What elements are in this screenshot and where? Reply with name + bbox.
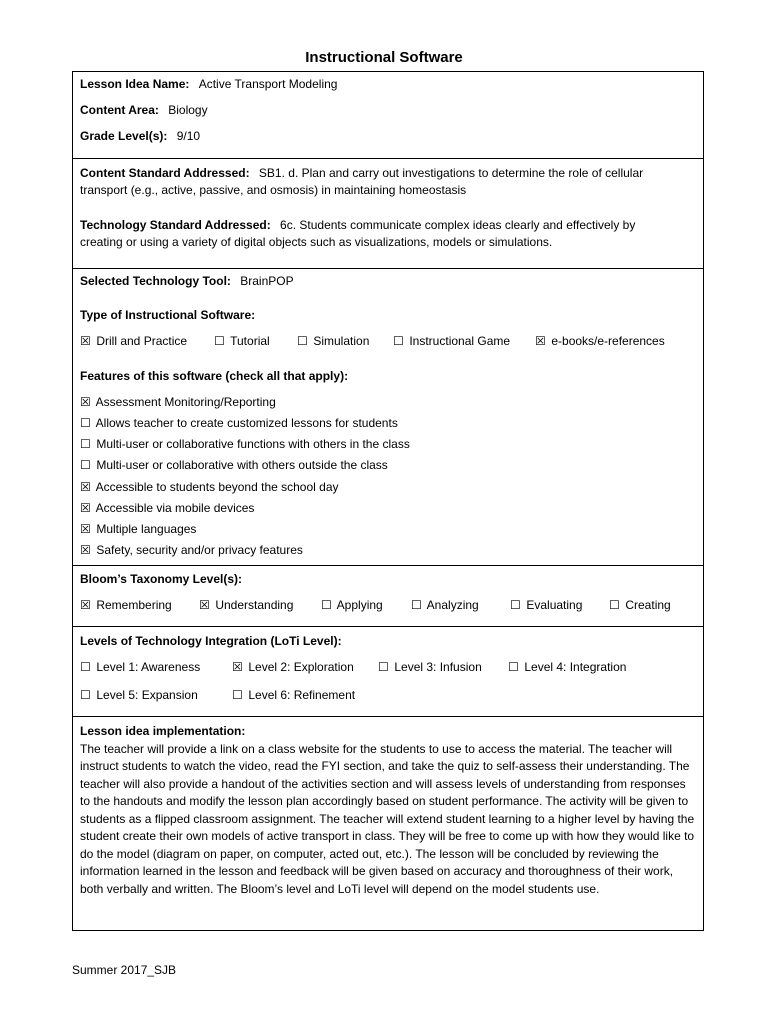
unchecked-box-icon: ☐ — [321, 598, 332, 612]
implementation-heading: Lesson idea implementation: — [80, 724, 246, 738]
unchecked-box-icon: ☐ — [80, 437, 91, 451]
feature-option[interactable]: ☐ Allows teacher to create customized lessons for students — [80, 416, 398, 430]
feature-option[interactable]: ☐ Multi-user or collaborative functions with others in the class — [80, 437, 410, 451]
unchecked-box-icon: ☐ — [80, 660, 91, 674]
feature-option[interactable]: ☒ Multiple languages — [80, 522, 197, 536]
loti-heading: Levels of Technology Integration (LoTi Level): — [80, 634, 342, 648]
feature-option[interactable]: ☐ Multi-user or collaborative with others outside the class — [80, 458, 388, 472]
unchecked-box-icon: ☐ — [80, 458, 91, 472]
unchecked-box-icon: ☐ — [609, 598, 620, 612]
loti-option-level5[interactable]: ☐ Level 5: Expansion — [80, 688, 198, 702]
tool-value: BrainPOP — [240, 274, 294, 288]
blooms-option-understanding[interactable]: ☒ Understanding — [199, 598, 294, 612]
footer-note: Summer 2017_SJB — [72, 963, 177, 977]
loti-section — [73, 627, 703, 717]
content-standard-text: SB1. d. Plan and carry out investigations to determine the role of cellular — [258, 166, 644, 180]
lesson-name-value: Active Transport Modeling — [198, 77, 338, 91]
lesson-info-section — [73, 72, 703, 159]
blooms-option-remembering[interactable]: ☒ Remembering — [80, 598, 172, 612]
tool-row — [80, 274, 294, 288]
unchecked-box-icon: ☐ — [411, 598, 422, 612]
blooms-section — [73, 566, 703, 627]
loti-option-level6[interactable]: ☐ Level 6: Refinement — [232, 688, 356, 702]
checked-box-icon: ☒ — [80, 598, 91, 612]
content-area-value: Biology — [168, 103, 208, 117]
feature-option[interactable]: ☒ Accessible via mobile devices — [80, 501, 255, 515]
content-area-row — [80, 103, 208, 117]
blooms-option-evaluating[interactable]: ☐ Evaluating — [510, 598, 583, 612]
software-type-heading: Type of Instructional Software: — [80, 308, 256, 322]
content-area-label: Content Area: — [80, 103, 159, 117]
feature-option[interactable]: ☒ Accessible to students beyond the school day — [80, 480, 339, 494]
unchecked-box-icon: ☐ — [393, 334, 404, 348]
checked-box-icon: ☒ — [80, 395, 91, 409]
implementation-section — [73, 717, 703, 930]
grade-level-label: Grade Level(s): — [80, 129, 168, 143]
unchecked-box-icon: ☐ — [510, 598, 521, 612]
type-option-drill[interactable]: ☒ Drill and Practice — [80, 334, 188, 348]
unchecked-box-icon: ☐ — [80, 416, 91, 430]
page-title: Instructional Software — [305, 49, 463, 66]
loti-option-level1[interactable]: ☐ Level 1: Awareness — [80, 660, 201, 674]
feature-option[interactable]: ☒ Assessment Monitoring/Reporting — [80, 395, 276, 409]
lesson-name-row — [80, 77, 337, 91]
unchecked-box-icon: ☐ — [508, 660, 519, 674]
type-option-simulation[interactable]: ☐ Simulation — [297, 334, 370, 348]
content-standard-row — [80, 166, 643, 180]
blooms-heading: Bloom’s Taxonomy Level(s): — [80, 572, 243, 586]
technology-tool-section — [73, 269, 703, 566]
feature-option[interactable]: ☒ Safety, security and/or privacy features — [80, 543, 303, 557]
lesson-name-label: Lesson Idea Name: — [80, 77, 190, 91]
checked-box-icon: ☒ — [80, 501, 91, 515]
checked-box-icon: ☒ — [80, 543, 91, 557]
loti-option-level2[interactable]: ☒ Level 2: Exploration — [232, 660, 354, 674]
checked-box-icon: ☒ — [199, 598, 210, 612]
tech-standard-label: Technology Standard Addressed: — [80, 218, 271, 232]
type-option-game[interactable]: ☐ Instructional Game — [393, 334, 511, 348]
type-option-ebooks[interactable]: ☒ e-books/e-references — [535, 334, 665, 348]
checked-box-icon: ☒ — [80, 334, 91, 348]
type-option-tutorial[interactable]: ☐ Tutorial — [214, 334, 270, 348]
unchecked-box-icon: ☐ — [297, 334, 308, 348]
blooms-option-analyzing[interactable]: ☐ Analyzing — [411, 598, 479, 612]
unchecked-box-icon: ☐ — [232, 688, 243, 702]
checked-box-icon: ☒ — [80, 522, 91, 536]
content-standard-text-cont: transport (e.g., active, passive, and osmosis) in maintaining homeostasis — [80, 183, 467, 197]
implementation-block — [80, 723, 698, 898]
tech-standard-row — [80, 218, 635, 232]
lesson-form — [72, 71, 704, 931]
grade-level-row — [80, 129, 200, 143]
blooms-option-applying[interactable]: ☐ Applying — [321, 598, 383, 612]
loti-option-level4[interactable]: ☐ Level 4: Integration — [508, 660, 627, 674]
standards-section — [73, 159, 703, 269]
content-standard-label: Content Standard Addressed: — [80, 166, 250, 180]
blooms-option-creating[interactable]: ☐ Creating — [609, 598, 671, 612]
grade-level-value: 9/10 — [176, 129, 201, 143]
checked-box-icon: ☒ — [535, 334, 546, 348]
checked-box-icon: ☒ — [232, 660, 243, 674]
checked-box-icon: ☒ — [80, 480, 91, 494]
features-heading: Features of this software (check all that apply): — [80, 369, 349, 383]
tool-label: Selected Technology Tool: — [80, 274, 231, 288]
implementation-body: The teacher will provide a link on a class website for the students to use to access the material. The teacher will instruct students to watch the video, read the FYI section, and take the quiz to self-assess their understanding. The teacher will also provide a handout of the activities section and will assess levels of understanding from responses to the handouts and modify the lesson plan accordingly based on student performance. The activity will be given to students as a flipped classroom assignment. The teacher will extend student learning to a higher level by having the student create their own models of active transport in class. They will be free to come up with how they would like to do the model (diagram on paper, on computer, acted out, etc.). The lesson will be concluded by reviewing the information learned in the lesson and feedback will be given based on accuracy and thoroughness of their work, both verbally and written. The Bloom’s level and LoTi level will depend on the model students use. — [80, 741, 695, 896]
unchecked-box-icon: ☐ — [80, 688, 91, 702]
loti-option-level3[interactable]: ☐ Level 3: Infusion — [378, 660, 482, 674]
unchecked-box-icon: ☐ — [214, 334, 225, 348]
unchecked-box-icon: ☐ — [378, 660, 389, 674]
tech-standard-text-cont: creating or using a variety of digital objects such as visualizations, models or simulations. — [80, 235, 553, 249]
tech-standard-text: 6c. Students communicate complex ideas clearly and effectively by — [280, 218, 636, 232]
